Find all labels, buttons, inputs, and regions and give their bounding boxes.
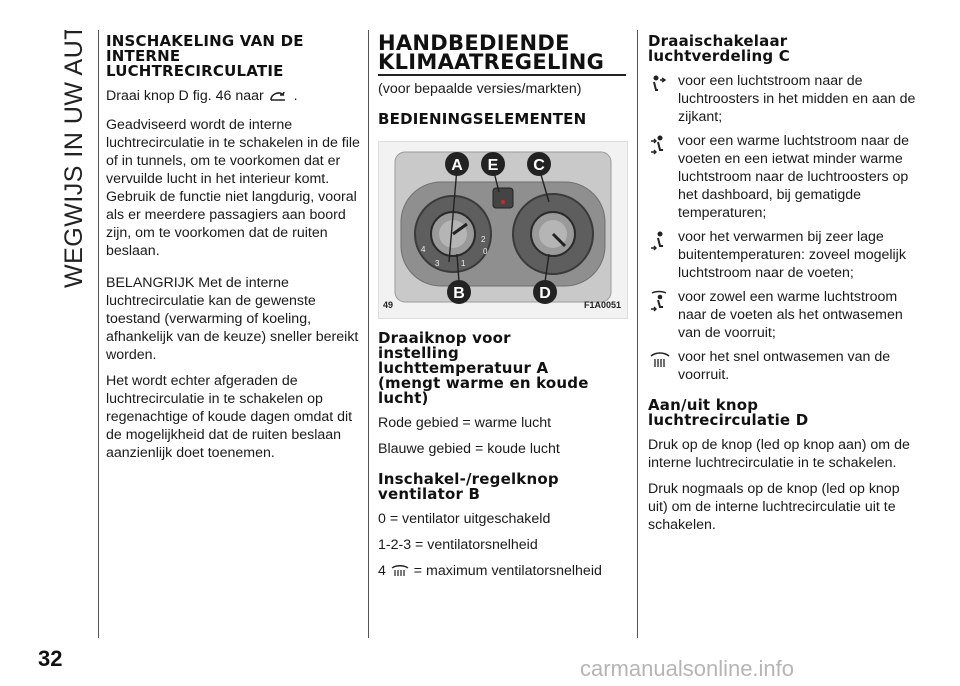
cold-air-text: Blauwe gebied = koude lucht — [378, 441, 560, 457]
face-vent-icon — [648, 74, 672, 96]
fan-max-number: 4 — [378, 563, 386, 579]
callout-D — [533, 280, 557, 304]
margin-rule — [98, 30, 99, 638]
distribution-item-text: voor een warme luchtstroom naar de voeten en een ietwat minder warme luchtstroom naar de luchtroosters op het dashboard, bij gematigde temperaturen; — [678, 133, 910, 221]
recirculation-icon — [268, 89, 290, 108]
page-number: 32 — [38, 646, 63, 671]
distribution-item — [648, 228, 916, 282]
heading-line: Draaischakelaar — [648, 32, 788, 50]
heading-line: luchttemperatuur A — [378, 359, 549, 377]
instruction-end: . — [293, 88, 298, 104]
distribution-item — [648, 348, 916, 384]
svg-text:B: B — [453, 285, 465, 302]
distribution-heading — [648, 34, 916, 64]
fan-speed-text: 1-2-3 = ventilatorsnelheid — [378, 537, 538, 553]
paragraph-instruction — [106, 87, 370, 108]
fan-digit: 0 — [483, 247, 488, 256]
fan-off-text: 0 = ventilator uitgeschakeld — [378, 511, 551, 527]
recirculation-heading — [106, 34, 370, 79]
figure-code: F1A0051 — [583, 300, 621, 310]
distribution-item-text: voor het snel ontwasemen van de voorruit. — [678, 349, 891, 383]
section-title — [378, 31, 630, 74]
distribution-item — [648, 72, 916, 126]
paragraph-important: BELANGRIJK Met de interne luchtrecirculatie kan de gewenste toestand (verwarming of koeling, afhankelijk van de keuze) sneller bereikt worden. — [106, 275, 359, 363]
title-line: KLIMAATREGELING — [378, 50, 605, 74]
svg-text:C: C — [533, 157, 545, 174]
heading-line: instelling — [378, 344, 459, 362]
distribution-item-text: voor het verwarmen bij zeer lage buitentemperaturen: zoveel mogelijk luchtstroom naar de voeten; — [678, 229, 906, 281]
max-fan-icon — [390, 564, 410, 583]
callout-C — [527, 152, 551, 176]
title-line: HANDBEDIENDE — [378, 31, 570, 55]
fan-knob-heading — [378, 472, 630, 502]
figure-climate-panel — [378, 141, 628, 319]
feet-icon — [648, 230, 672, 252]
callout-E — [481, 152, 505, 176]
heading-line: luchtrecirculatie D — [648, 411, 809, 429]
fan-digit: 2 — [481, 235, 486, 244]
fan-digit: 1 — [461, 259, 466, 268]
callout-B — [447, 280, 471, 304]
heading-line: LUCHTRECIRCULATIE — [106, 62, 284, 80]
column-recirculation — [106, 34, 370, 470]
paragraph-recirc-off: Druk nogmaals op de knop (led op knop uit) om de interne luchtrecirculatie uit te schakelen. — [648, 481, 900, 533]
heading-line: Inschakel-/regelknop — [378, 470, 559, 488]
recirculation-button-heading — [648, 398, 916, 428]
fan-max-line — [378, 562, 630, 583]
svg-text:E: E — [487, 157, 499, 174]
distribution-item-text: voor een luchtstroom naar de luchtroosters in het midden en aan de zijkant; — [678, 73, 916, 125]
distribution-item — [648, 288, 916, 342]
column-climate-control — [378, 31, 630, 591]
paragraph-advice: Geadviseerd wordt de interne luchtrecirculatie in te schakelen in de file of in tunnels, om te voorkomen dat er vervuilde lucht in het interieur komt. Gebruik de functie niet langdurig, vooral als er meerdere passagiers aan boord zijn, om te voorkomen dat de ruiten beslaan. — [106, 117, 360, 259]
face-feet-icon — [648, 134, 672, 156]
fan-digit: 4 — [421, 245, 426, 254]
figure-number: 49 — [383, 300, 394, 310]
column-air-distribution — [648, 34, 916, 542]
heading-line: INTERNE — [106, 47, 181, 65]
heading-line: INSCHAKELING VAN DE — [106, 32, 304, 50]
svg-text:A: A — [451, 157, 463, 174]
heading-line: Aan/uit knop — [648, 396, 759, 414]
column-rule-2 — [637, 30, 638, 638]
instruction-text: Draai knop D fig. 46 naar — [106, 88, 264, 104]
heading-line: luchtverdeling C — [648, 47, 790, 65]
distribution-item-text: voor zowel een warme luchtstroom naar de voeten als het ontwasemen van de voorruit; — [678, 289, 903, 341]
chapter-side-title — [52, 30, 92, 290]
paragraph-warning: Het wordt echter afgeraden de luchtrecirculatie in te schakelen op regenachtige of koude dagen omdat dit de mogelijkheid dat de ruiten beslaan aanzienlijk doet toenemen. — [106, 373, 353, 461]
defrost-icon — [648, 350, 672, 372]
heading-line: ventilator B — [378, 485, 481, 503]
svg-text:D: D — [539, 285, 551, 302]
heading-line: (mengt warme en koude — [378, 374, 589, 392]
paragraph-recirc-on: Druk op de knop (led op knop aan) om de interne luchtrecirculatie in te schakelen. — [648, 437, 910, 471]
chapter-side-title-graphic — [52, 30, 92, 290]
temperature-knob-heading — [378, 331, 630, 406]
section-subtitle: (voor bepaalde versies/markten) — [378, 81, 582, 97]
title-underline — [378, 74, 626, 76]
watermark: carmanualsonline.info — [580, 656, 795, 681]
distribution-item — [648, 132, 916, 222]
controls-heading: BEDIENINGSELEMENTEN — [378, 110, 587, 128]
fan-digit: 3 — [435, 259, 440, 268]
heading-line: Draaiknop voor — [378, 329, 511, 347]
callout-A — [445, 152, 469, 176]
feet-windscreen-icon — [648, 290, 672, 312]
heading-line: lucht) — [378, 389, 429, 407]
climate-panel-illustration — [379, 142, 627, 318]
fan-max-text: = maximum ventilatorsnelheid — [413, 563, 602, 579]
chapter-side-title-text: WEGWIJS IN UW AUTO — [60, 30, 88, 288]
warm-air-text: Rode gebied = warme lucht — [378, 415, 552, 431]
